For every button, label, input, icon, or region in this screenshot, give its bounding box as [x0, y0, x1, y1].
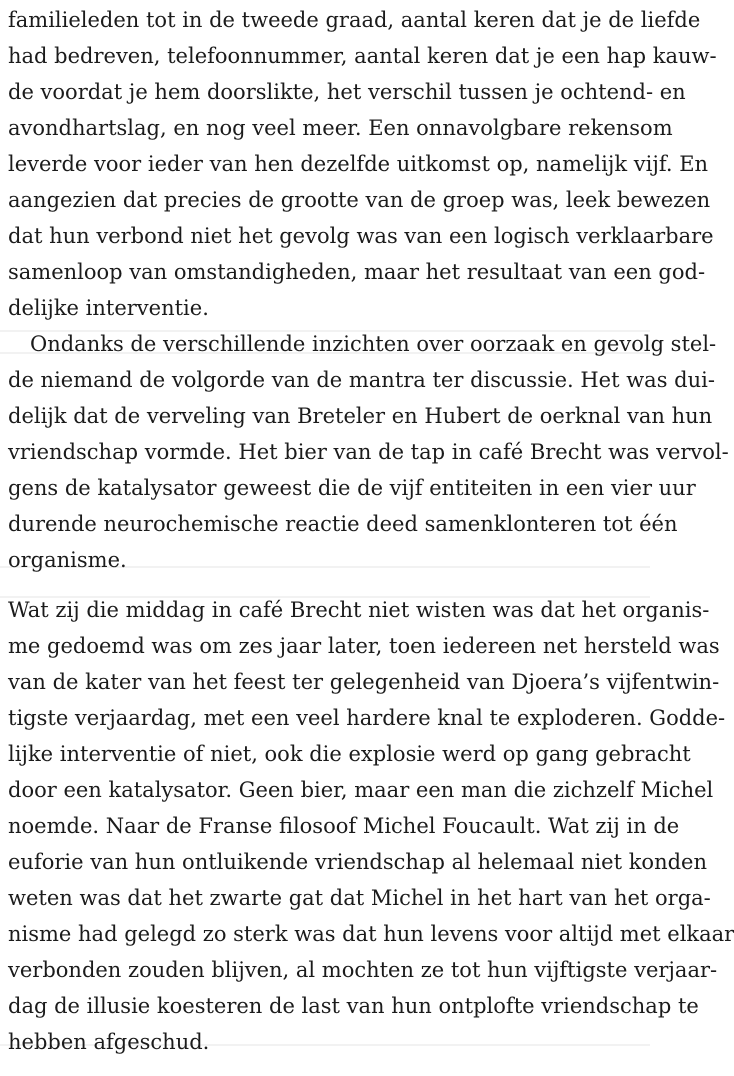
text-line: samenloop van omstandigheden, maar het resultaat van een god-: [8, 260, 706, 284]
text-line: van de kater van het feest ter gelegenheid van Djoera’s vijfentwin-: [8, 670, 720, 694]
text-line: weten was dat het zwarte gat dat Michel in het hart van het orga-: [8, 886, 711, 910]
text-line: Ondanks de verschillende inzichten over oorzaak en gevolg stel-: [30, 332, 717, 356]
text-line: noemde. Naar de Franse filosoof Michel Foucault. Wat zij in de: [8, 814, 680, 838]
text-line: dat hun verbond niet het gevolg was van een logisch verklaarbare: [8, 224, 714, 248]
text-line: delijk dat de verveling van Breteler en Hubert de oerknal van hun: [8, 404, 713, 428]
text-line: de voordat je hem doorslikte, het verschil tussen je ochtend- en: [8, 80, 686, 104]
text-line: door een katalysator. Geen bier, maar een man die zichzelf Michel: [8, 778, 714, 802]
text-line: dag de illusie koesteren de last van hun ontplofte vriendschap te: [8, 994, 699, 1018]
text-line: delijke interventie.: [8, 296, 209, 320]
text-line: aangezien dat precies de grootte van de groep was, leek bewezen: [8, 188, 711, 212]
text-line: familieleden tot in de tweede graad, aantal keren dat je de liefde: [8, 8, 701, 32]
text-line: Wat zij die middag in café Brecht niet wisten was dat het organis-: [8, 598, 710, 622]
text-line: tigste verjaardag, met een veel hardere knal te exploderen. Godde-: [8, 706, 726, 730]
text-line: gens de katalysator geweest die de vijf entiteiten in een vier uur: [8, 476, 696, 500]
text-line: de niemand de volgorde van de mantra ter discussie. Het was dui-: [8, 368, 715, 392]
text-line: leverde voor ieder van hen dezelfde uitkomst op, namelijk vijf. En: [8, 152, 709, 176]
text-line: euforie van hun ontluikende vriendschap al helemaal niet konden: [8, 850, 707, 874]
text-line: nisme had gelegd zo sterk was dat hun levens voor altijd met elkaar: [8, 922, 734, 946]
text-line: avondhartslag, en nog veel meer. Een onnavolgbare rekensom: [8, 116, 673, 140]
text-line: lijke interventie of niet, ook die explosie werd op gang gebracht: [8, 742, 691, 766]
text-line: durende neurochemische reactie deed samenklonteren tot één: [8, 512, 678, 536]
text-line: me gedoemd was om zes jaar later, toen iedereen net hersteld was: [8, 634, 720, 658]
text-line: hebben afgeschud.: [8, 1030, 210, 1054]
text-line: vriendschap vormde. Het bier van de tap in café Brecht was vervol-: [8, 440, 729, 464]
text-line: verbonden zouden blijven, al mochten ze tot hun vijftigste verjaar-: [8, 958, 718, 982]
text-line: organisme.: [8, 548, 127, 572]
text-line: had bedreven, telefoonnummer, aantal keren dat je een hap kauw-: [8, 44, 717, 68]
